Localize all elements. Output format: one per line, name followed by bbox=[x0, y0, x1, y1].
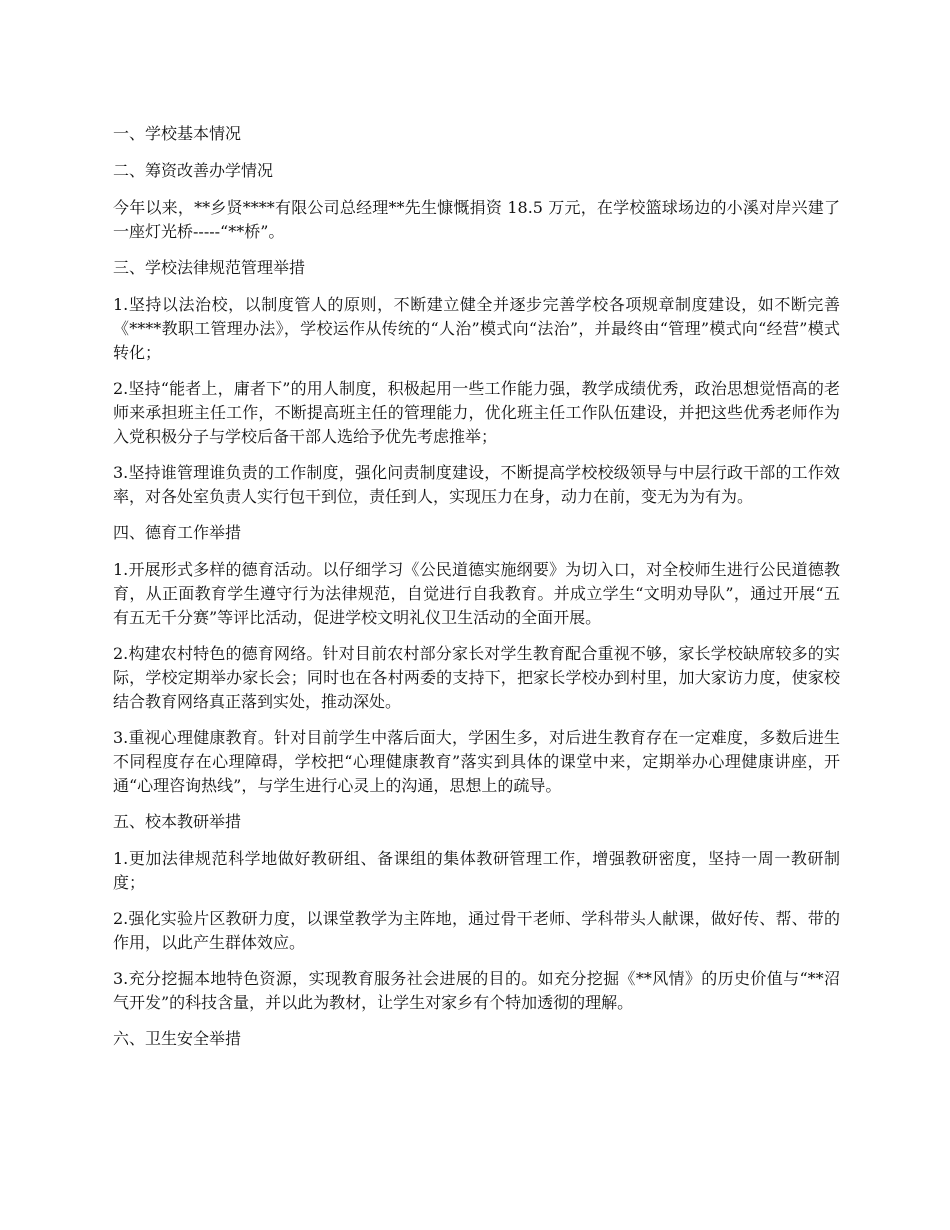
document-page bbox=[113, 122, 840, 1064]
paragraph: 3.充分挖掘本地特色资源，实现教育服务社会进展的目的。如充分挖掘《**风情》的历史价值与“**沼气开发”的科技含量，并以此为教材，让学生对家乡有个特加透彻的理解。 bbox=[113, 969, 840, 1012]
paragraph: 2.强化实验片区教研力度，以课堂教学为主阵地，通过骨干老师、学科带头人献课，做好传、帮、带的作用，以此产生群体效应。 bbox=[113, 909, 840, 952]
paragraph: 3.坚持谁管理谁负责的工作制度，强化问责制度建设，不断提高学校校级领导与中层行政干部的工作效率，对各处室负责人实行包干到位，责任到人，实现压力在身，动力在前，变无为为有为。 bbox=[113, 463, 840, 506]
section-heading: 三、学校法律规范管理举措 bbox=[113, 258, 306, 277]
paragraph: 2.构建农村特色的德育网络。针对目前农村部分家长对学生教育配合重视不够，家长学校缺席较多的实际，学校定期举办家长会；同时也在各村两委的支持下，把家长学校办到村里，加大家访力度，使家校结合教育网络真正落到实处，推动深处。 bbox=[113, 644, 840, 711]
paragraph: 今年以来，**乡贤****有限公司总经理**先生慷慨捐资 18.5 万元，在学校篮球场边的小溪对岸兴建了一座灯光桥-----“**桥”。 bbox=[113, 198, 840, 241]
paragraph: 3.重视心理健康教育。针对目前学生中落后面大，学困生多，对后进生教育存在一定难度，多数后进生不同程度存在心理障碍，学校把“心理健康教育”落实到具体的课堂中来，定期举办心理健康讲座，开通“心理咨询热线”，与学生进行心灵上的沟通，思想上的疏导。 bbox=[113, 728, 840, 795]
section-heading: 一、学校基本情况 bbox=[113, 124, 242, 143]
section-heading: 五、校本教研举措 bbox=[113, 812, 242, 831]
paragraph: 1.开展形式多样的德育活动。以仔细学习《公民道德实施纲要》为切入口，对全校师生进行公民道德教育，从正面教育学生遵守行为法律规范，自觉进行自我教育。并成立学生“文明劝导队”，通过开展“五有五无千分赛”等评比活动，促进学校文明礼仪卫生活动的全面开展。 bbox=[113, 560, 840, 627]
section-heading: 二、筹资改善办学情况 bbox=[113, 161, 274, 180]
section-heading: 四、德育工作举措 bbox=[113, 523, 242, 542]
paragraph: 2.坚持“能者上，庸者下”的用人制度，积极起用一些工作能力强，教学成绩优秀，政治思想觉悟高的老师来承担班主任工作，不断提高班主任的管理能力，优化班主任工作队伍建设，并把这些优秀老师作为入党积极分子与学校后备干部人选给予优先考虑推举； bbox=[113, 379, 840, 446]
section-heading: 六、卫生安全举措 bbox=[113, 1029, 242, 1048]
paragraph: 1.坚持以法治校，以制度管人的原则，不断建立健全并逐步完善学校各项规章制度建设，如不断完善《****教职工管理办法》，学校运作从传统的“人治”模式向“法治”，并最终由“管理”模式向“经营”模式转化； bbox=[113, 295, 840, 362]
paragraph: 1.更加法律规范科学地做好教研组、备课组的集体教研管理工作，增强教研密度，坚持一周一教研制度； bbox=[113, 849, 840, 892]
